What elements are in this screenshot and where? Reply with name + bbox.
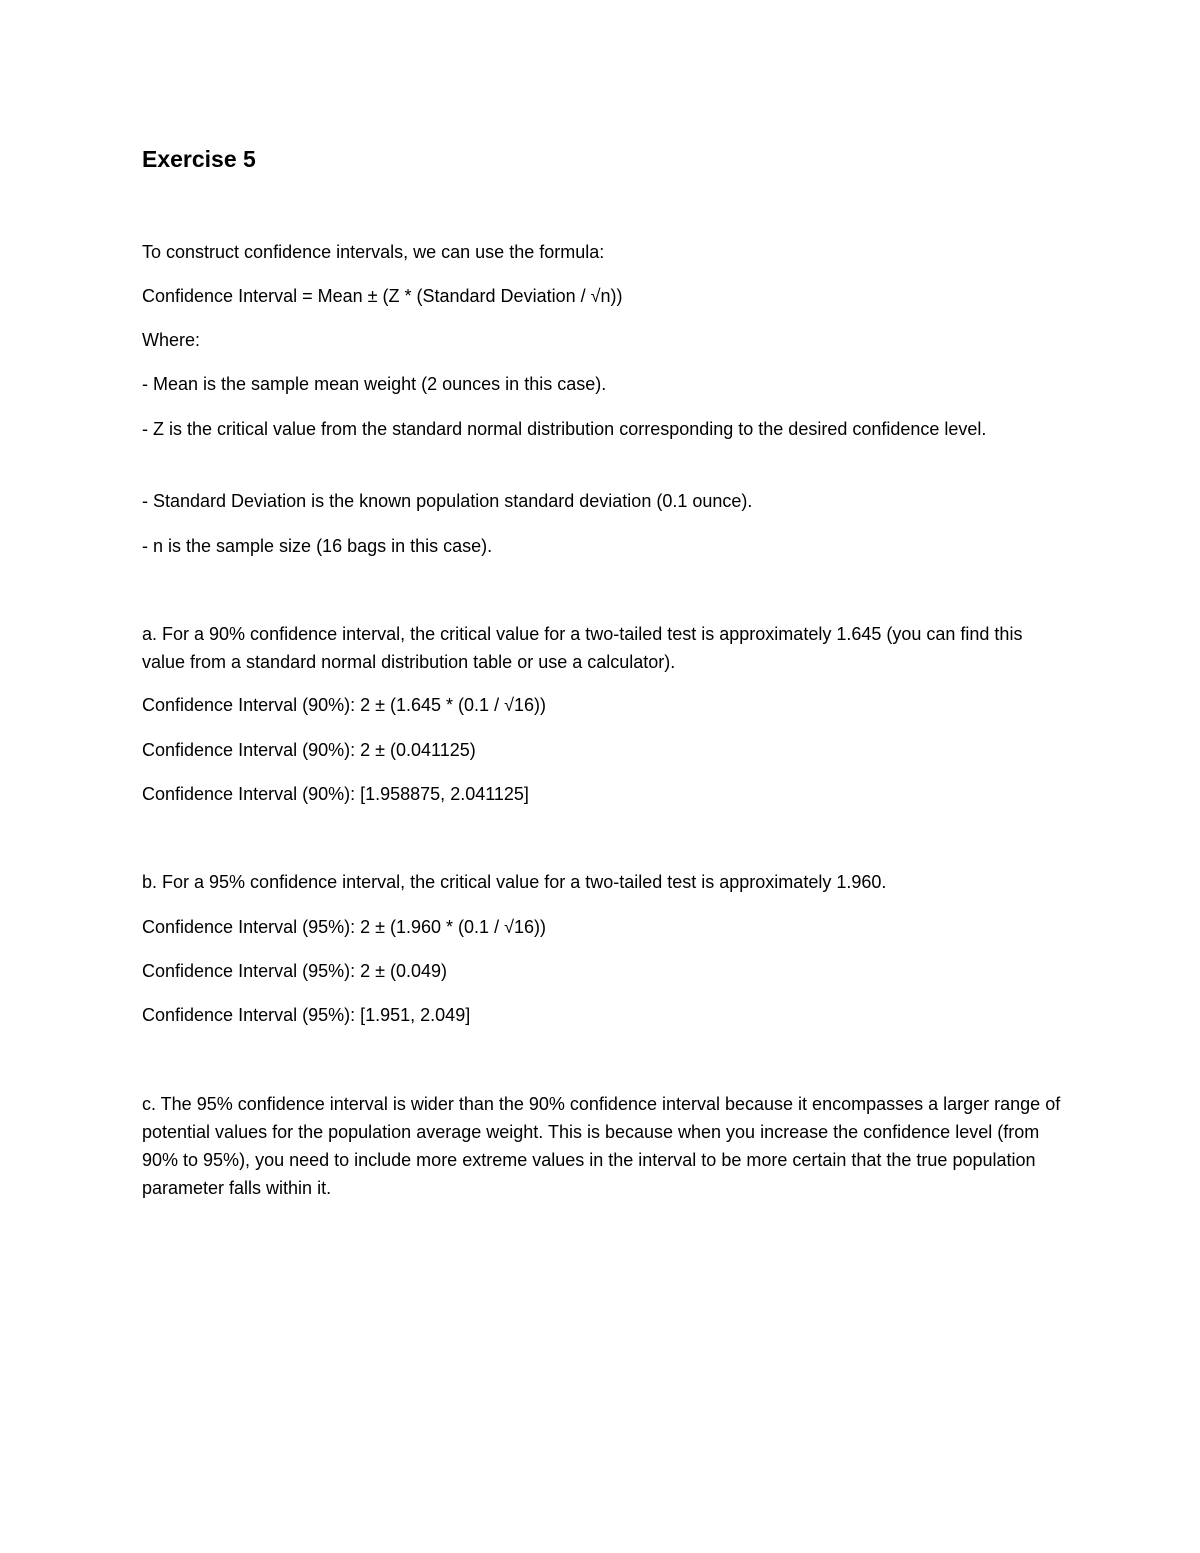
definition-mean: - Mean is the sample mean weight (2 ounces in this case). (142, 374, 607, 394)
part-b-step-1: Confidence Interval (95%): 2 ± (1.960 * (0.1 / √16)) (142, 917, 546, 937)
formula-text: Confidence Interval = Mean ± (Z * (Standard Deviation / √n)) (142, 286, 623, 306)
part-b-text: b. For a 95% confidence interval, the critical value for a two-tailed test is approximately 1.960. (142, 872, 887, 892)
intro-text: To construct confidence intervals, we can use the formula: (142, 242, 605, 262)
definition-standard-deviation: - Standard Deviation is the known population standard deviation (0.1 ounce). (142, 491, 753, 511)
part-a-text: a. For a 90% confidence interval, the critical value for a two-tailed test is approximately 1.645 (you can find this value from a standard normal distribution table or use a calculator). (142, 624, 1023, 672)
part-a-step-3: Confidence Interval (90%): [1.958875, 2.041125] (142, 784, 529, 804)
part-a-step-2: Confidence Interval (90%): 2 ± (0.041125) (142, 740, 476, 760)
document-title: Exercise 5 (142, 146, 256, 172)
part-c-text: c. The 95% confidence interval is wider than the 90% confidence interval because it encompasses a larger range of potential values for the population average weight. This is because when you increase the confidence level (from 90% to 95%), you need to include more extreme values in the interval to be more certain that the true population parameter falls within it. (142, 1094, 1061, 1198)
definition-z: - Z is the critical value from the standard normal distribution corresponding to the desired confidence level. (142, 419, 987, 439)
definition-n: - n is the sample size (16 bags in this case). (142, 536, 493, 556)
part-b-step-2: Confidence Interval (95%): 2 ± (0.049) (142, 961, 448, 981)
where-label: Where: (142, 330, 201, 350)
part-b-step-3: Confidence Interval (95%): [1.951, 2.049] (142, 1005, 471, 1025)
part-a-step-1: Confidence Interval (90%): 2 ± (1.645 * (0.1 / √16)) (142, 695, 546, 715)
